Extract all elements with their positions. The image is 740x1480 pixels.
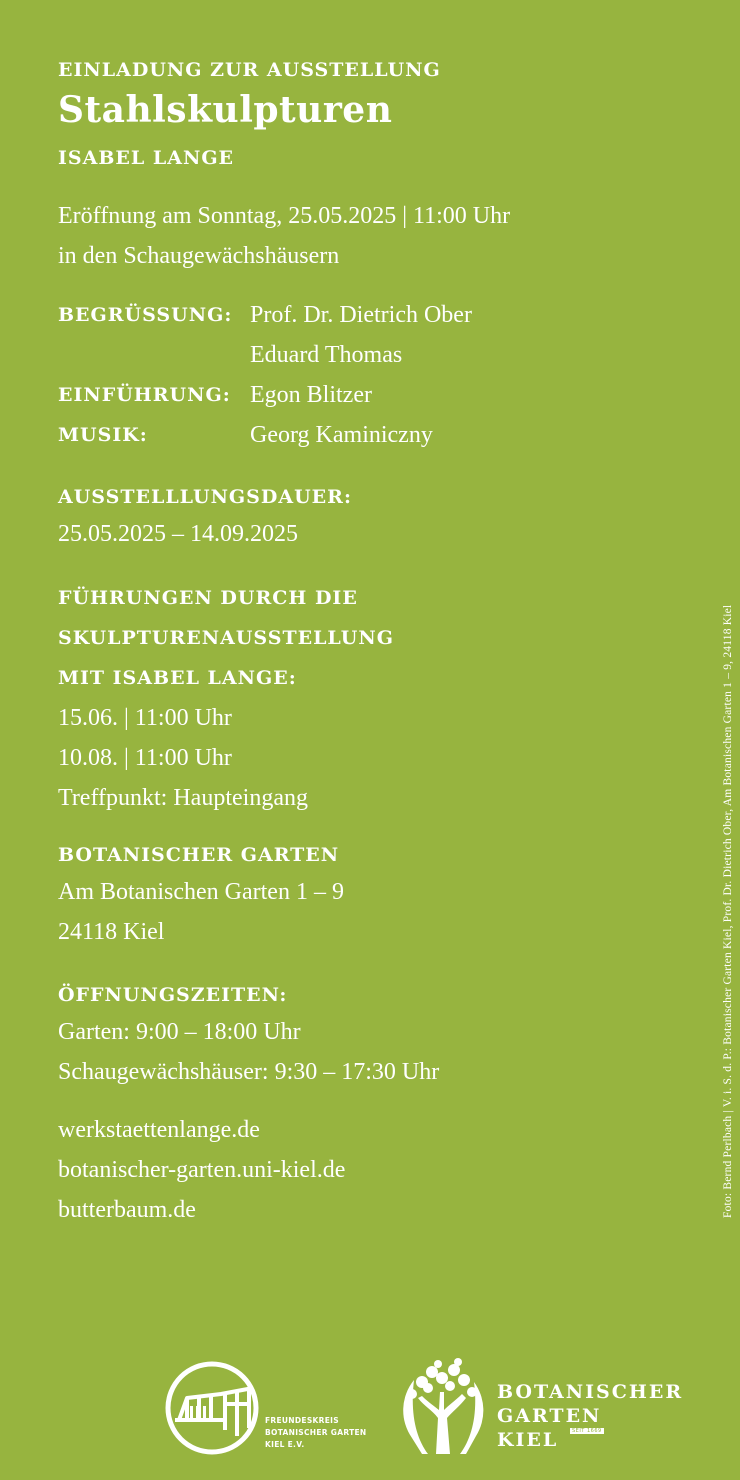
tours-heading-2: SKULPTURENAUSSTELLUNG bbox=[58, 627, 394, 649]
venue-city: 24118 Kiel bbox=[58, 919, 165, 945]
invitation-kicker: EINLADUNG ZUR AUSSTELLUNG bbox=[58, 59, 441, 81]
freundeskreis-emblem-icon bbox=[165, 1360, 265, 1460]
freundeskreis-line-1: FREUNDESKREIS bbox=[265, 1416, 339, 1425]
garden-logo-tag: SEIT 1669 bbox=[572, 1428, 602, 1434]
opening-location: in den Schaugewächshäusern bbox=[58, 243, 340, 269]
tree-icon bbox=[392, 1358, 492, 1458]
greeting-label: BEGRÜSSUNG: bbox=[58, 304, 233, 326]
opening-info bbox=[58, 196, 510, 276]
link-werkstaetten[interactable]: werkstaettenlange.de bbox=[58, 1117, 260, 1143]
hours-garden: Garten: 9:00 – 18:00 Uhr bbox=[58, 1019, 301, 1045]
tours-heading-1: FÜHRUNGEN DURCH DIE bbox=[58, 587, 358, 609]
duration-block bbox=[58, 480, 352, 554]
credits-list bbox=[58, 295, 698, 455]
greeting-name-1: Prof. Dr. Dietrich Ober bbox=[250, 302, 472, 328]
exhibition-title: Stahlskulpturen bbox=[58, 89, 393, 131]
tour-date-1: 15.06. | 11:00 Uhr bbox=[58, 705, 232, 731]
tours-block bbox=[58, 578, 394, 818]
freundeskreis-logo bbox=[165, 1360, 375, 1460]
artist-name: ISABEL LANGE bbox=[58, 147, 235, 169]
link-botanischer-garten[interactable]: botanischer-garten.uni-kiel.de bbox=[58, 1157, 346, 1183]
garden-logo-line-1: BOTANISCHER bbox=[497, 1381, 684, 1403]
tour-meeting-point: Treffpunkt: Haupteingang bbox=[58, 785, 308, 811]
venue-name: BOTANISCHER GARTEN bbox=[58, 844, 340, 866]
links-block bbox=[58, 1110, 345, 1230]
hours-greenhouses: Schaugewächshäuser: 9:30 – 17:30 Uhr bbox=[58, 1059, 440, 1085]
greeting-name-2: Eduard Thomas bbox=[250, 342, 403, 368]
opening-date: Eröffnung am Sonntag, 25.05.2025 | 11:00 Uhr bbox=[58, 203, 511, 229]
garden-logo-line-2: GARTEN bbox=[497, 1405, 602, 1427]
freundeskreis-line-3: KIEL E.V. bbox=[265, 1440, 305, 1449]
tour-date-2: 10.08. | 11:00 Uhr bbox=[58, 745, 232, 771]
hours-block bbox=[58, 978, 439, 1092]
venue-street: Am Botanischen Garten 1 – 9 bbox=[58, 879, 344, 905]
tours-heading-3: MIT ISABEL LANGE: bbox=[58, 667, 297, 689]
intro-name: Egon Blitzer bbox=[250, 382, 372, 408]
hours-label: ÖFFNUNGSZEITEN: bbox=[58, 984, 288, 1006]
music-name: Georg Kaminiczny bbox=[250, 422, 433, 448]
botanischer-garten-logo bbox=[392, 1358, 712, 1458]
link-butterbaum[interactable]: butterbaum.de bbox=[58, 1197, 196, 1223]
photo-credit: Foto: Bernd Perlbach | V. i. S. d. P.: Botanischer Garten Kiel, Prof. Dr. Dietrich Ober, Am Botanischen Garten 1 – 9, 24118 Kiel bbox=[722, 604, 734, 1218]
duration-label: AUSSTELLLUNGSDAUER: bbox=[58, 486, 352, 508]
music-label: MUSIK: bbox=[58, 424, 148, 446]
garden-logo-line-3: KIEL bbox=[497, 1429, 559, 1451]
intro-label: EINFÜHRUNG: bbox=[58, 384, 231, 406]
freundeskreis-line-2: BOTANISCHER GARTEN bbox=[265, 1428, 367, 1437]
duration-value: 25.05.2025 – 14.09.2025 bbox=[58, 521, 298, 547]
venue-block bbox=[58, 838, 344, 952]
